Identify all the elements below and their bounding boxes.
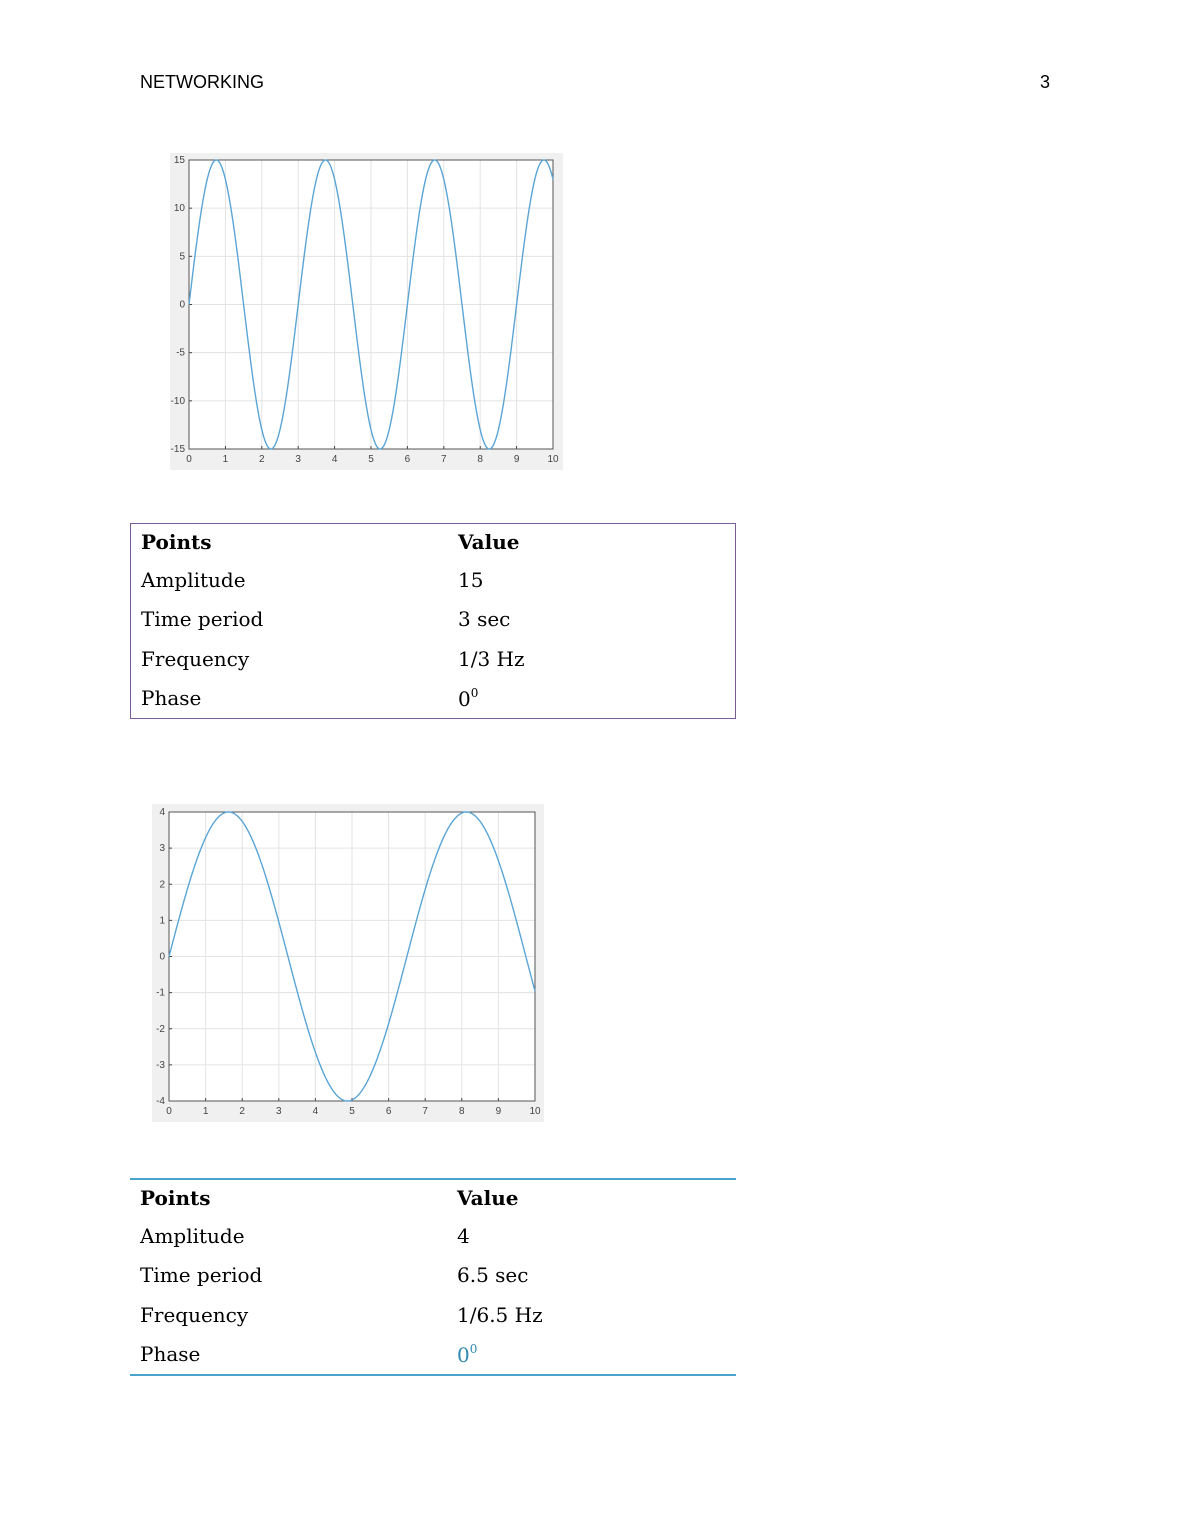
row-value: 15 — [458, 567, 484, 592]
row-label: Phase — [140, 1342, 201, 1367]
x-tick-label: 9 — [513, 454, 520, 465]
x-tick-label: 4 — [331, 454, 338, 465]
x-tick-label: 10 — [529, 1106, 541, 1117]
x-tick-label: 6 — [385, 1106, 392, 1117]
y-tick-label: 2 — [159, 879, 165, 891]
y-tick-label: -1 — [156, 987, 165, 999]
table-row — [130, 1335, 736, 1376]
x-tick-label: 5 — [349, 1106, 355, 1117]
y-tick-label: -10 — [170, 395, 185, 407]
x-tick-label: 8 — [477, 454, 483, 465]
table-header-row — [131, 524, 736, 561]
x-tick-label: 3 — [295, 454, 301, 465]
header-points: Points — [141, 530, 212, 554]
x-tick-label: 1 — [202, 1106, 209, 1117]
row-label: Time period — [140, 1263, 263, 1288]
table-row — [130, 1256, 736, 1296]
phase-degree: 0 — [469, 1341, 478, 1356]
row-label: Time period — [141, 607, 264, 632]
table-row — [130, 1216, 736, 1256]
sine-plot-2 — [152, 804, 544, 1122]
row-value: 1/3 Hz — [458, 646, 525, 671]
row-label: Frequency — [141, 646, 250, 671]
y-tick-label: 3 — [159, 843, 165, 855]
sine-plot-1 — [170, 153, 563, 470]
row-label: Amplitude — [141, 567, 246, 592]
table-row — [131, 639, 736, 679]
x-tick-label: 5 — [368, 454, 374, 465]
table-header-row — [130, 1179, 736, 1216]
x-tick-label: 10 — [547, 454, 559, 465]
row-value — [447, 1335, 736, 1376]
y-tick-label: 5 — [179, 251, 185, 263]
x-tick-label: 8 — [459, 1106, 465, 1117]
running-header-title: NETWORKING — [140, 72, 264, 92]
y-tick-label: 10 — [173, 203, 185, 215]
row-label: Amplitude — [140, 1223, 245, 1248]
header-value: Value — [458, 530, 520, 554]
table-row — [131, 560, 736, 600]
phase-value: 0 — [458, 686, 471, 711]
parameters-table-2 — [130, 1178, 736, 1376]
x-tick-label: 0 — [166, 1106, 172, 1117]
row-value: 6.5 sec — [457, 1263, 529, 1288]
x-tick-label: 3 — [276, 1106, 282, 1117]
header-points: Points — [140, 1186, 211, 1210]
x-tick-label: 7 — [441, 454, 447, 465]
x-tick-label: 4 — [312, 1106, 319, 1117]
x-tick-label: 9 — [495, 1106, 502, 1117]
y-tick-label: 0 — [159, 951, 165, 963]
y-tick-label: 4 — [159, 807, 165, 818]
page-number: 3 — [1039, 72, 1050, 92]
parameters-table-1 — [130, 523, 736, 719]
x-tick-label: 2 — [259, 454, 265, 465]
x-tick-label: 1 — [222, 454, 229, 465]
x-tick-label: 7 — [422, 1106, 428, 1117]
y-tick-label: -5 — [176, 347, 185, 359]
phase-degree: 0 — [470, 685, 479, 700]
row-value: 3 sec — [458, 607, 511, 632]
x-tick-label: 0 — [186, 454, 192, 465]
y-tick-label: -15 — [170, 444, 185, 455]
header-value: Value — [457, 1186, 519, 1210]
row-value: 4 — [457, 1223, 470, 1248]
y-tick-label: 1 — [159, 915, 165, 927]
row-value — [448, 679, 736, 719]
table-row — [131, 600, 736, 640]
y-tick-label: -3 — [156, 1059, 165, 1071]
x-tick-label: 2 — [239, 1106, 245, 1117]
phase-value: 0 — [457, 1342, 470, 1367]
y-tick-label: 15 — [173, 155, 185, 166]
x-tick-label: 6 — [404, 454, 411, 465]
sine-plot-2-svg — [152, 804, 544, 1122]
table-row — [131, 679, 736, 719]
table-row — [130, 1295, 736, 1335]
y-tick-label: -2 — [156, 1023, 165, 1035]
y-tick-label: 0 — [179, 299, 185, 311]
row-label: Frequency — [140, 1302, 249, 1327]
y-tick-label: -4 — [156, 1096, 165, 1107]
sine-plot-1-svg — [170, 153, 563, 470]
row-value: 1/6.5 Hz — [457, 1302, 543, 1327]
row-label: Phase — [141, 686, 202, 711]
